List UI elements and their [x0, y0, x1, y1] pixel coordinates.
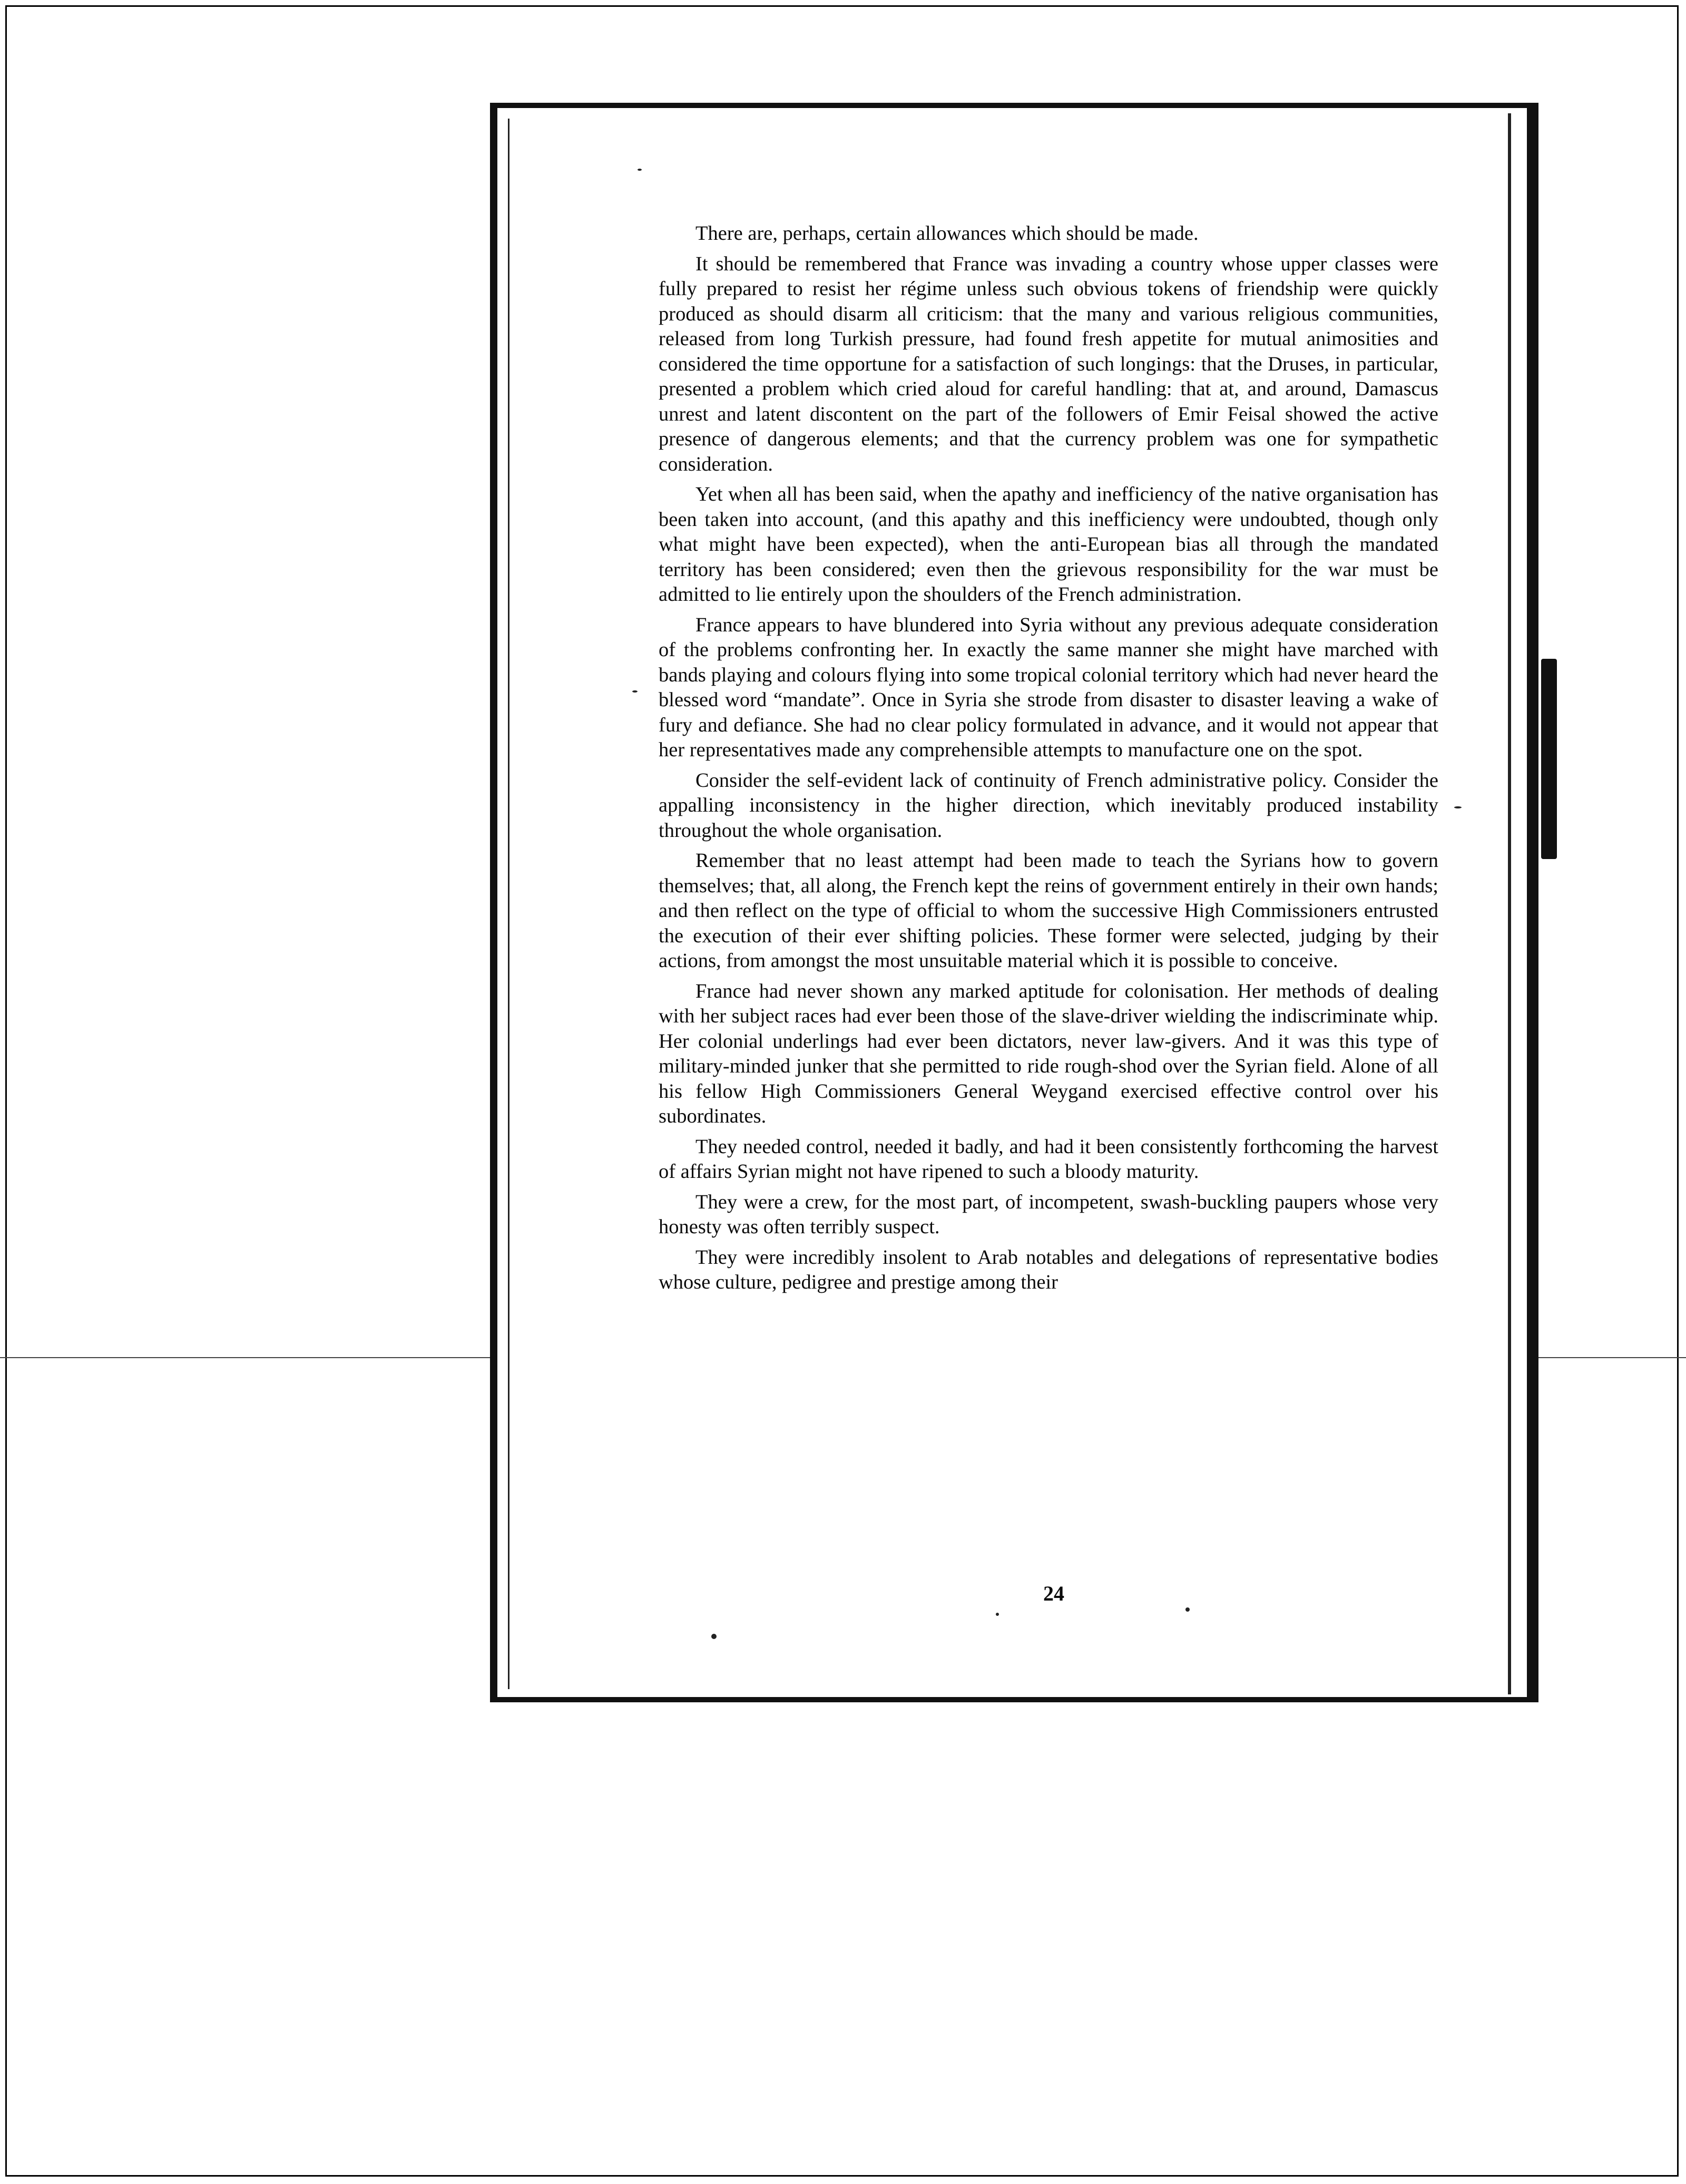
paragraph: They were incredibly insolent to Arab notables and delegations of representative bodies whose culture, pedigree and prestige among their — [659, 1246, 1438, 1293]
body-text — [659, 221, 1438, 1301]
scan-speck — [632, 690, 638, 693]
scan-speck — [638, 169, 642, 171]
paragraph: Remember that no least attempt had been made to teach the Syrians how to govern themselves; that, all along, the French kept the reins of government entirely in their own hands; and then reflect on the type of official to whom the successive High Commissioners entrusted the execution of their ever shifting policies. These former were selected, judging by their actions, from amongst the most unsuitable material which it is possible to conceive. — [659, 850, 1438, 972]
paragraph: Consider the self-evident lack of continuity of French administrative policy. Consider the appalling inconsistency in the higher direction, which inevitably produced instability throughout the whole organisation. — [659, 769, 1438, 842]
paragraph: France appears to have blundered into Syria without any previous adequate consideration of the problems confronting her. In exactly the same manner she might have marched with bands playing and colours flying into some tropical colonial territory which had never heard the blessed word “mandate”. Once in Syria she strode from disaster to disaster leaving a wake of fury and defiance. She had no clear policy formulated in advance, and it would not appear that her representatives made any comprehensible attempts to manufacture one on the spot. — [659, 613, 1438, 761]
page-right-edge — [1508, 113, 1511, 1694]
paragraph: There are, perhaps, certain allowances which should be made. — [695, 222, 1199, 245]
page-edge-tab — [1541, 659, 1557, 859]
paragraph: They needed control, needed it badly, and had it been consistently forthcoming the harvest of affairs Syrian might not have ripened to such a bloody maturity. — [659, 1135, 1438, 1183]
page-number: 24 — [1043, 1582, 1064, 1605]
paragraph: Yet when all has been said, when the apathy and inefficiency of the native organisation has been taken into account, (and this apathy and this inefficiency were undoubted, though only what might have been expected), when the anti-European bias all through the mandated territory has been considered; even then the grievous responsibility for the war must be admitted to lie entirely upon the shoulders of the French administration. — [659, 483, 1438, 606]
scan-speck — [711, 1634, 717, 1639]
paragraph: It should be remembered that France was invading a country whose upper classes were fully prepared to resist her régime unless such obvious tokens of friendship were quickly produced as should disarm all criticism: that the many and various religious communities, released from long Turkish pressure, had found fresh appetite for mutual animosities and considered the time opportune for a satisfaction of such longings: that the Druses, in particular, presented a problem which cried aloud for careful handling: that at, and around, Damascus unrest and latent discontent on the part of the followers of Emir Feisal showed the active presence of dangerous elements; and that the currency problem was one for sympathetic consideration. — [659, 252, 1438, 475]
paragraph: France had never shown any marked aptitude for colonisation. Her methods of dealing with her subject races had ever been those of the slave-driver wielding the indiscriminate whip. Her colonial underlings had ever been dictators, never law-givers. And it was this type of military-minded junker that she permitted to ride rough-shod over the Syrian field. Alone of all his fellow High Commissioners General Weygand exercised effective control over his subordinates. — [659, 980, 1438, 1127]
page-left-edge — [508, 119, 509, 1689]
scan-speck — [996, 1613, 999, 1616]
scan-speck — [1454, 806, 1462, 808]
scan-speck — [1185, 1607, 1190, 1612]
paragraph: They were a crew, for the most part, of incompetent, swash-buckling paupers whose very honesty was often terribly suspect. — [659, 1191, 1438, 1238]
